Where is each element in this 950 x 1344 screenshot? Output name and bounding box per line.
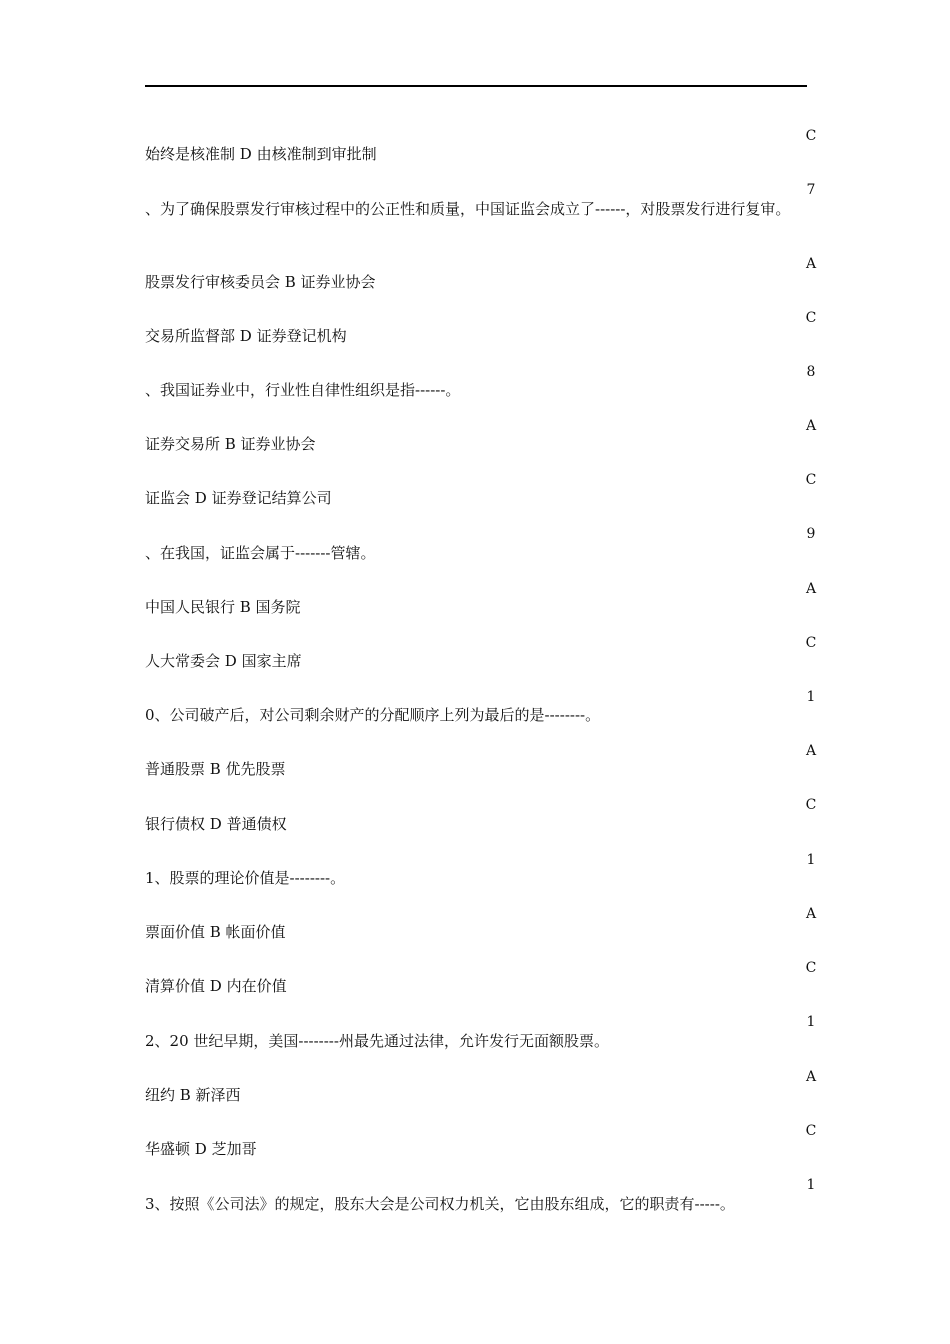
option-line: 交易所监督部 D 证券登记机构 <box>145 327 347 345</box>
option-line: 证券交易所 B 证券业协会 <box>145 435 316 453</box>
margin-marker: 1 <box>806 1014 816 1030</box>
margin-marker: C <box>805 1123 817 1139</box>
margin-marker: 8 <box>806 364 816 380</box>
option-line: 清算价值 D 内在价值 <box>145 977 287 995</box>
option-line: 票面价值 B 帐面价值 <box>145 923 286 941</box>
question-line: 2、20 世纪早期，美国--------州最先通过法律，允许发行无面额股票。 <box>145 1032 609 1050</box>
option-line: 华盛顿 D 芝加哥 <box>145 1140 257 1158</box>
option-line: 普通股票 B 优先股票 <box>145 760 286 778</box>
margin-marker: A <box>805 743 817 759</box>
question-line: 0、公司破产后，对公司剩余财产的分配顺序上列为最后的是--------。 <box>145 706 601 724</box>
margin-marker: A <box>805 581 817 597</box>
question-line: 1、股票的理论价值是--------。 <box>145 869 346 887</box>
margin-marker: C <box>805 310 817 326</box>
margin-marker: A <box>805 1069 817 1085</box>
option-line: 中国人民银行 B 国务院 <box>145 598 301 616</box>
option-line: 股票发行审核委员会 B 证券业协会 <box>145 273 376 291</box>
margin-marker: C <box>805 472 817 488</box>
margin-marker: 9 <box>806 526 816 542</box>
margin-marker: C <box>805 797 817 813</box>
option-line: 纽约 B 新泽西 <box>145 1086 241 1104</box>
margin-marker: 7 <box>806 182 816 198</box>
option-line: 银行债权 D 普通债权 <box>145 815 287 833</box>
margin-marker: C <box>805 635 817 651</box>
margin-marker: 1 <box>806 689 816 705</box>
margin-marker: 1 <box>806 852 816 868</box>
option-line: 证监会 D 证券登记结算公司 <box>145 489 332 507</box>
margin-marker: C <box>805 128 817 144</box>
question-line: 、我国证券业中，行业性自律性组织是指------。 <box>145 381 461 399</box>
text-line: 始终是核准制 D 由核准制到审批制 <box>145 145 377 163</box>
option-line: 人大常委会 D 国家主席 <box>145 652 302 670</box>
margin-marker: C <box>805 960 817 976</box>
margin-marker: A <box>805 418 817 434</box>
question-line: 3、按照《公司法》的规定，股东大会是公司权力机关，它由股东组成，它的职责有-----。 <box>145 1195 735 1213</box>
question-line: 、为了确保股票发行审核过程中的公正性和质量，中国证监会成立了------，对股票发行进行复审。 <box>145 200 791 218</box>
margin-marker: A <box>805 906 817 922</box>
margin-marker: 1 <box>806 1177 816 1193</box>
margin-marker: A <box>805 256 817 272</box>
question-line: 、在我国，证监会属于-------管辖。 <box>145 544 376 562</box>
header-rule <box>145 85 807 87</box>
